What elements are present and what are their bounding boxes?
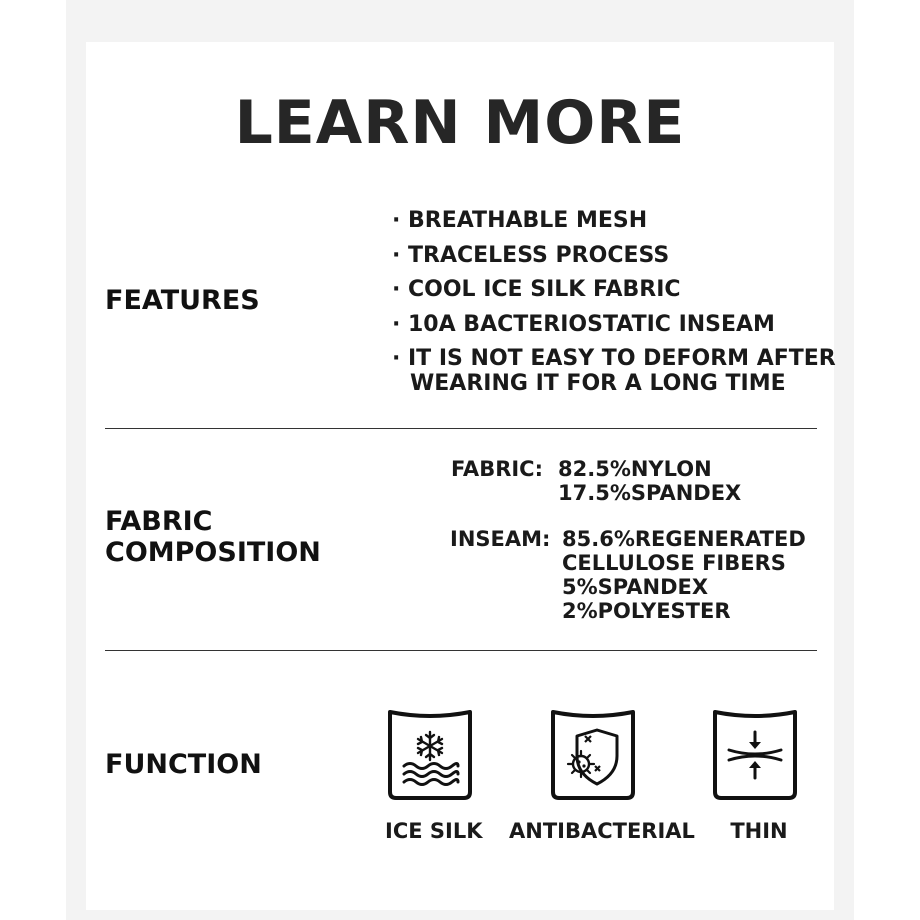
feature-item bbox=[392, 308, 836, 343]
function-caption: ANTIBACTERIAL bbox=[509, 819, 695, 843]
feature-item bbox=[392, 239, 836, 274]
bullet: · bbox=[392, 208, 401, 233]
feature-text: TRACELESS PROCESS bbox=[408, 242, 670, 268]
divider bbox=[105, 428, 817, 429]
thin-layer-icon bbox=[709, 708, 801, 802]
function-label: FUNCTION bbox=[105, 749, 262, 780]
bullet: · bbox=[392, 242, 401, 268]
fabric-values bbox=[558, 457, 741, 505]
feature-text: 10A BACTERIOSTATIC INSEAM bbox=[408, 311, 775, 337]
inseam-value: CELLULOSE FIBERS bbox=[562, 551, 786, 575]
feature-text: IT IS NOT EASY TO DEFORM AFTER bbox=[408, 346, 836, 371]
features-list bbox=[392, 204, 836, 397]
bullet: · bbox=[392, 277, 401, 302]
fabric-key: FABRIC: bbox=[451, 457, 543, 481]
composition-label-line1: FABRIC bbox=[105, 506, 213, 537]
bullet: · bbox=[392, 311, 401, 337]
composition-label-line2: COMPOSITION bbox=[105, 537, 321, 568]
bullet: · bbox=[392, 346, 401, 371]
snowflake-waves-icon bbox=[384, 708, 476, 802]
divider bbox=[105, 650, 817, 651]
function-caption: THIN bbox=[730, 819, 788, 843]
feature-item bbox=[392, 273, 836, 308]
inseam-value: 2%POLYESTER bbox=[562, 599, 731, 623]
function-caption: ICE SILK bbox=[385, 819, 483, 843]
fabric-value: 17.5%SPANDEX bbox=[558, 481, 742, 505]
inseam-value: 85.6%REGENERATED bbox=[562, 527, 806, 551]
composition-label bbox=[105, 506, 321, 568]
feature-text: COOL ICE SILK FABRIC bbox=[408, 277, 681, 302]
inseam-values bbox=[562, 527, 806, 623]
feature-text: BREATHABLE MESH bbox=[408, 208, 648, 233]
shield-germ-icon bbox=[547, 708, 639, 802]
feature-item bbox=[392, 204, 836, 239]
feature-text-continued: WEARING IT FOR A LONG TIME bbox=[410, 370, 786, 396]
features-label: FEATURES bbox=[105, 285, 260, 316]
inseam-key: INSEAM: bbox=[450, 527, 551, 551]
inseam-value: 5%SPANDEX bbox=[562, 575, 709, 599]
feature-item bbox=[392, 342, 836, 397]
page-title: LEARN MORE bbox=[234, 88, 686, 158]
fabric-value: 82.5%NYLON bbox=[558, 457, 712, 481]
